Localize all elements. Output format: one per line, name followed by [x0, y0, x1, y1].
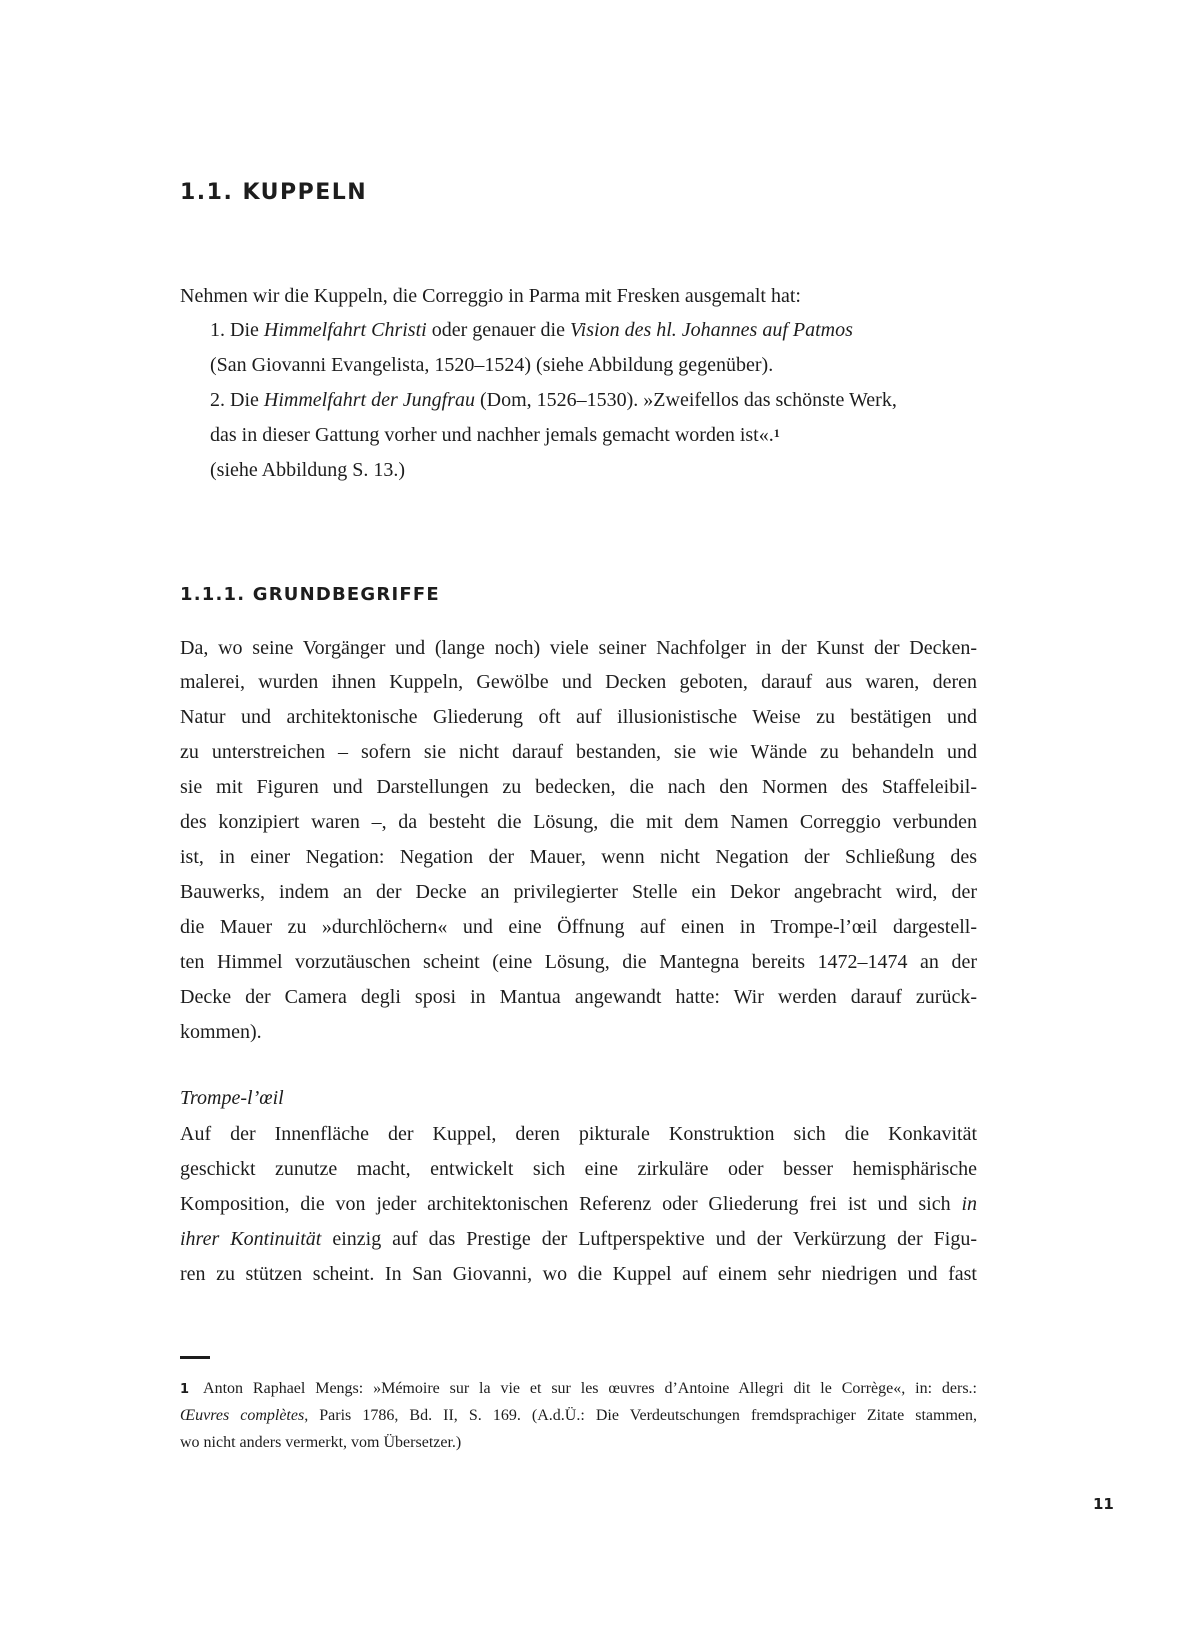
paragraph-line: [180, 1190, 977, 1218]
work-title: Himmelfahrt Christi: [263, 319, 427, 341]
paragraph-line: geschickt zunutze macht, entwickelt sich eine zirkuläre oder besser hemisphärische: [180, 1158, 977, 1180]
emphasis: in: [961, 1193, 977, 1215]
text-run: (Dom, 1526–1530). »Zweifellos das schönste Werk,: [474, 389, 897, 411]
list-item-1: [210, 316, 853, 344]
list-item-2: [210, 386, 897, 414]
footnote-line: [180, 1403, 977, 1429]
footnote-line: [180, 1376, 977, 1403]
paragraph-line: sie mit Figuren und Darstellungen zu bedecken, die nach den Normen des Staffeleibil-: [180, 776, 977, 798]
list-item-2-cont: [210, 421, 780, 449]
text-run: Anton Raphael Mengs: »Mémoire sur la vie et sur les œuvres d’Antoine Allegri dit le Corrège«, in: ders.:: [203, 1380, 977, 1397]
paragraph-line: zu unterstreichen – sofern sie nicht darauf bestanden, sie wie Wände zu behandeln und: [180, 741, 977, 763]
text-run: 1. Die: [210, 319, 264, 341]
footnote-reference[interactable]: 1: [773, 426, 780, 440]
text-run: oder genauer die: [426, 319, 570, 341]
text-run: , Paris 1786, Bd. II, S. 169. (A.d.Ü.: Die Verdeutschungen fremdsprachiger Zitate stammen,: [304, 1407, 978, 1424]
paragraph-line: Auf der Innenfläche der Kuppel, deren pikturale Konstruktion sich die Konkavität: [180, 1123, 977, 1145]
text-run: Komposition, die von jeder architektonischen Referenz oder Gliederung frei ist und sich: [180, 1193, 962, 1215]
paragraph-line: ren zu stützen scheint. In San Giovanni, wo die Kuppel auf einem sehr niedrigen und fast: [180, 1263, 977, 1285]
paragraph-line: Da, wo seine Vorgänger und (lange noch) viele seiner Nachfolger in der Kunst der Decken-: [180, 637, 977, 659]
emphasis: ihrer Kontinuität: [180, 1228, 322, 1250]
section-heading: 1.1. KUPPELN: [180, 180, 368, 205]
text-run: 2. Die: [210, 389, 264, 411]
paragraph-line: [180, 1225, 977, 1253]
paragraph-line: kommen).: [180, 1021, 262, 1043]
paragraph-line: malerei, wurden ihnen Kuppeln, Gewölbe und Decken geboten, darauf aus waren, deren: [180, 671, 977, 693]
list-item-1-cont: (San Giovanni Evangelista, 1520–1524) (siehe Abbildung gegenüber).: [210, 354, 774, 376]
paragraph-line: Natur und architektonische Gliederung oft auf illusionistische Weise zu bestätigen und: [180, 706, 977, 728]
text-run: das in dieser Gattung vorher und nachher jemals gemacht worden ist«.: [210, 424, 774, 446]
text-run: einzig auf das Prestige der Luftperspektive und der Verkürzung der Figu-: [321, 1228, 977, 1250]
paragraph-line: ten Himmel vorzutäuschen scheint (eine Lösung, die Mantegna bereits 1472–1474 an der: [180, 951, 977, 973]
footnote-divider: [180, 1356, 210, 1359]
intro-lead: Nehmen wir die Kuppeln, die Correggio in Parma mit Fresken ausgemalt hat:: [180, 285, 801, 307]
paragraph-line: des konzipiert waren –, da besteht die Lösung, die mit dem Namen Correggio verbunden: [180, 811, 977, 833]
paragraph-line: ist, in einer Negation: Negation der Mauer, wenn nicht Negation der Schließung des: [180, 846, 977, 868]
paragraph-subheading: Trompe-l’œil: [180, 1087, 284, 1109]
footnote-number: 1: [180, 1382, 190, 1397]
subsection-heading: 1.1.1. GRUNDBEGRIFFE: [180, 584, 440, 605]
paragraph-line: Bauwerks, indem an der Decke an privilegierter Stelle ein Dekor angebracht wird, der: [180, 881, 977, 903]
footnote-line: wo nicht anders vermerkt, vom Übersetzer.): [180, 1434, 462, 1451]
list-item-2-figure-ref: (siehe Abbildung S. 13.): [210, 459, 405, 481]
work-title: Vision des hl. Johannes auf Patmos: [569, 319, 853, 341]
paragraph-line: die Mauer zu »durchlöchern« und eine Öffnung auf einen in Trompe-l’œil dargestell-: [180, 916, 977, 938]
page-number: 11: [1093, 1495, 1114, 1513]
work-title: Œuvres complètes: [180, 1407, 305, 1424]
paragraph-line: Decke der Camera degli sposi in Mantua angewandt hatte: Wir werden darauf zurück-: [180, 986, 977, 1008]
work-title: Himmelfahrt der Jungfrau: [263, 389, 475, 411]
